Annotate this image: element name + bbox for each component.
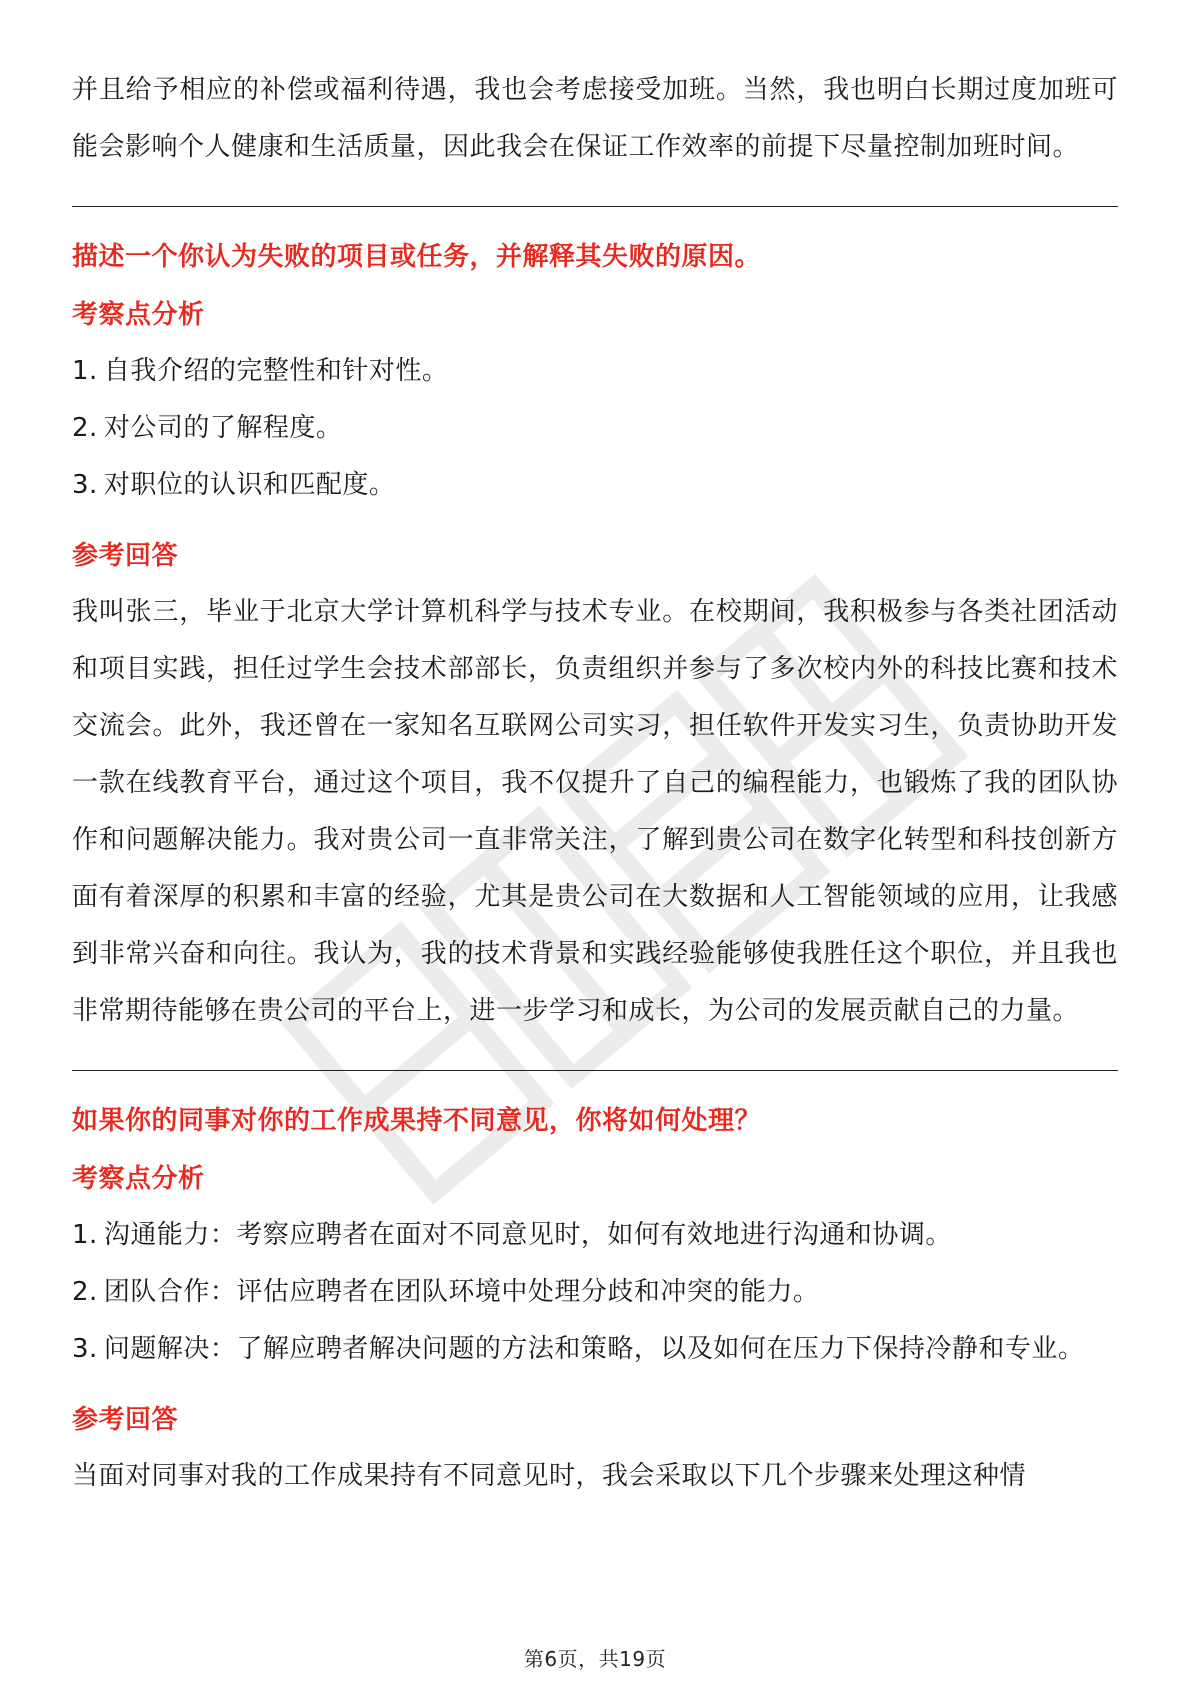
list-item (72, 400, 1118, 457)
list-item-text: 团队合作：评估应聘者在团队环境中处理分歧和冲突的能力。 (103, 1277, 820, 1307)
list-item-text: 对职位的认识和匹配度。 (103, 470, 396, 500)
answer-heading: 参考回答 (72, 541, 179, 571)
list-item (72, 1321, 1118, 1378)
list-item (72, 343, 1118, 400)
question-section-2 (72, 1101, 1118, 1505)
section-divider (72, 206, 1118, 207)
analysis-list (72, 343, 1118, 514)
list-item (72, 1207, 1118, 1264)
intro-paragraph: 并且给予相应的补偿或福利待遇，我也会考虑接受加班。当然，我也明白长期过度加班可能会影响个人健康和生活质量，因此我会在保证工作效率的前提下尽量控制加班时间。 (72, 75, 1118, 162)
list-item-text: 对公司的了解程度。 (103, 413, 343, 443)
list-item-number: 2. (72, 1277, 98, 1307)
question-title: 如果你的同事对你的工作成果持不同意见，你将如何处理？ (72, 1106, 762, 1136)
list-item (72, 1264, 1118, 1321)
list-item (72, 457, 1118, 514)
answer-paragraph: 我叫张三，毕业于北京大学计算机科学与技术专业。在校期间，我积极参与各类社团活动和项目实践，担任过学生会技术部部长，负责组织并参与了多次校内外的科技比赛和技术交流会。此外，我还曾在一家知名互联网公司实习，担任软件开发实习生，负责协助开发一款在线教育平台，通过这个项目，我不仅提升了自己的编程能力，也锻炼了我的团队协作和问题解决能力。我对贵公司一直非常关注，了解到贵公司在数字化转型和科技创新方面有着深厚的积累和丰富的经验，尤其是贵公司在大数据和人工智能领域的应用，让我感到非常兴奋和向往。我认为，我的技术背景和实践经验能够使我胜任这个职位，并且我也非常期待能够在贵公司的平台上，进一步学习和成长，为公司的发展贡献自己的力量。 (72, 597, 1118, 1026)
analysis-list (72, 1207, 1118, 1378)
list-item-number: 3. (72, 470, 98, 500)
question-section-1 (72, 237, 1118, 1040)
analysis-heading: 考察点分析 (72, 300, 205, 330)
list-item-text: 沟通能力：考察应聘者在面对不同意见时，如何有效地进行沟通和协调。 (103, 1220, 952, 1250)
main-content (72, 62, 1118, 1505)
question-title: 描述一个你认为失败的项目或任务，并解释其失败的原因。 (72, 242, 762, 272)
page-footer: 第6页，共19页 (523, 1647, 667, 1671)
list-item-number: 3. (72, 1334, 98, 1364)
list-item-number: 1. (72, 356, 98, 386)
answer-paragraph: 当面对同事对我的工作成果持有不同意见时，我会采取以下几个步骤来处理这种情 (72, 1461, 1027, 1491)
analysis-heading: 考察点分析 (72, 1164, 205, 1194)
list-item-number: 2. (72, 413, 98, 443)
list-item-number: 1. (72, 1220, 98, 1250)
list-item-text: 自我介绍的完整性和针对性。 (103, 356, 449, 386)
section-divider (72, 1070, 1118, 1071)
answer-heading: 参考回答 (72, 1405, 179, 1435)
list-item-text: 问题解决：了解应聘者解决问题的方法和策略，以及如何在压力下保持冷静和专业。 (103, 1334, 1085, 1364)
